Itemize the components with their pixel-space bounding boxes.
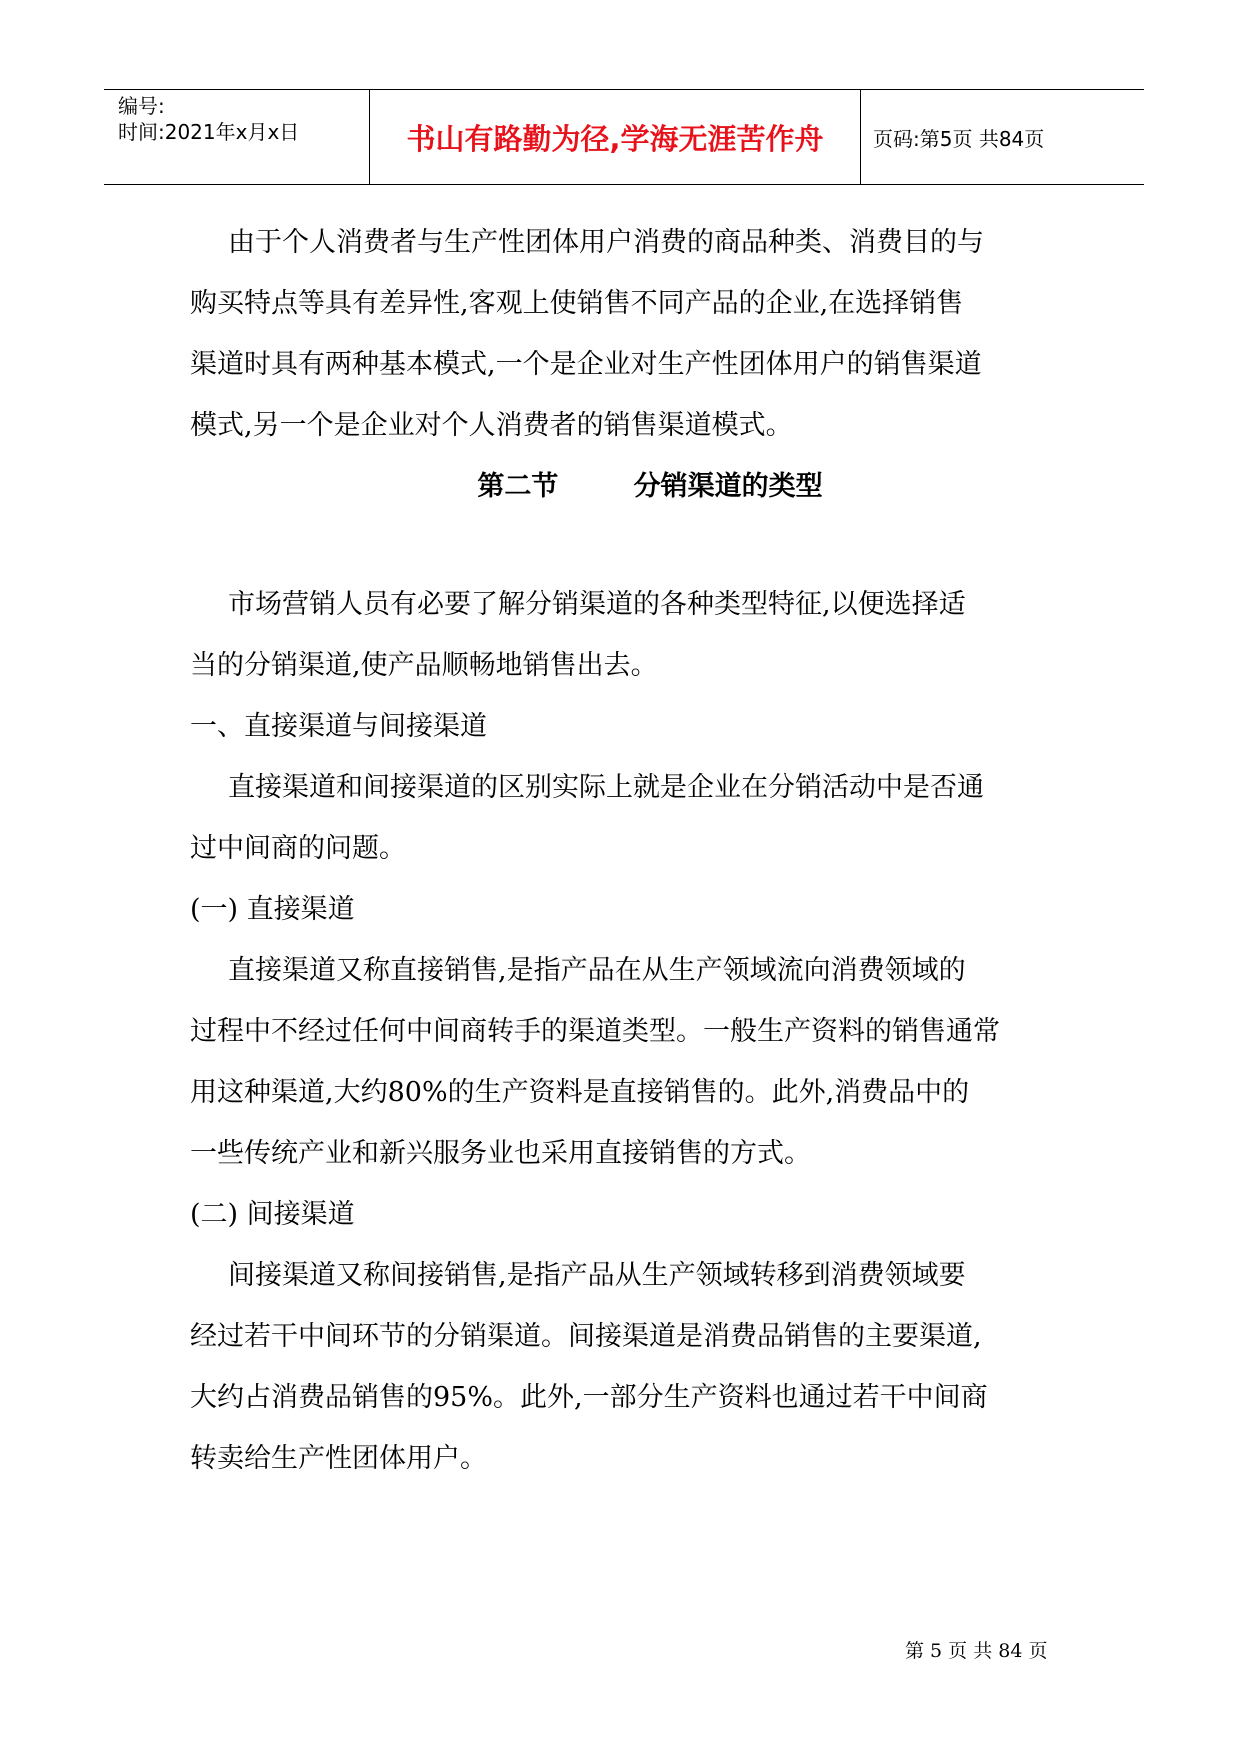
body-line: 过程中不经过任何中间商转手的渠道类型。一般生产资料的销售通常 — [190, 1016, 1000, 1047]
body-line: 当的分销渠道,使产品顺畅地销售出去。 — [190, 650, 658, 681]
body-line: 直接渠道又称直接销售,是指产品在从生产领域流向消费领域的 — [228, 955, 966, 986]
body-line: 市场营销人员有必要了解分销渠道的各种类型特征,以便选择适 — [228, 589, 966, 620]
doc-time-label: 时间:2021年x月x日 — [118, 120, 300, 144]
header-right-cell — [861, 90, 1144, 184]
body-line: 大约占消费品销售的95%。此外,一部分生产资料也通过若干中间商 — [190, 1382, 988, 1413]
body-line: 模式,另一个是企业对个人消费者的销售渠道模式。 — [190, 410, 793, 441]
doc-number-label: 编号: — [118, 94, 165, 118]
body-line: 直接渠道和间接渠道的区别实际上就是企业在分销活动中是否通 — [228, 772, 984, 803]
header-left-cell — [104, 90, 370, 184]
body-line: 用这种渠道,大约80%的生产资料是直接销售的。此外,消费品中的 — [190, 1077, 970, 1108]
body-line: 间接渠道又称间接销售,是指产品从生产领域转移到消费领域要 — [228, 1260, 966, 1291]
section-title: 第二节 分销渠道的类型 — [477, 471, 823, 502]
document-body — [190, 212, 1070, 1489]
subheading-indirect-channel: (二) 间接渠道 — [190, 1199, 355, 1230]
header-page-code: 页码:第5页 共84页 — [873, 126, 1045, 151]
header-middle-cell — [370, 90, 861, 184]
body-line: 购买特点等具有差异性,客观上使销售不同产品的企业,在选择销售 — [190, 288, 964, 319]
body-line: 渠道时具有两种基本模式,一个是企业对生产性团体用户的销售渠道 — [190, 349, 982, 380]
body-line: 转卖给生产性团体用户。 — [190, 1443, 487, 1474]
header-motto: 书山有路勤为径,学海无涯苦作舟 — [406, 121, 824, 156]
body-line: 过中间商的问题。 — [190, 833, 406, 864]
heading-direct-indirect: 一、直接渠道与间接渠道 — [190, 711, 487, 742]
page-footer: 第 5 页 共 84 页 — [905, 1640, 1048, 1662]
body-line: 一些传统产业和新兴服务业也采用直接销售的方式。 — [190, 1138, 811, 1169]
body-line: 经过若干中间环节的分销渠道。间接渠道是消费品销售的主要渠道, — [190, 1321, 982, 1352]
body-line: 由于个人消费者与生产性团体用户消费的商品种类、消费目的与 — [228, 227, 984, 258]
page-header — [104, 89, 1144, 185]
subheading-direct-channel: (一) 直接渠道 — [190, 894, 355, 925]
